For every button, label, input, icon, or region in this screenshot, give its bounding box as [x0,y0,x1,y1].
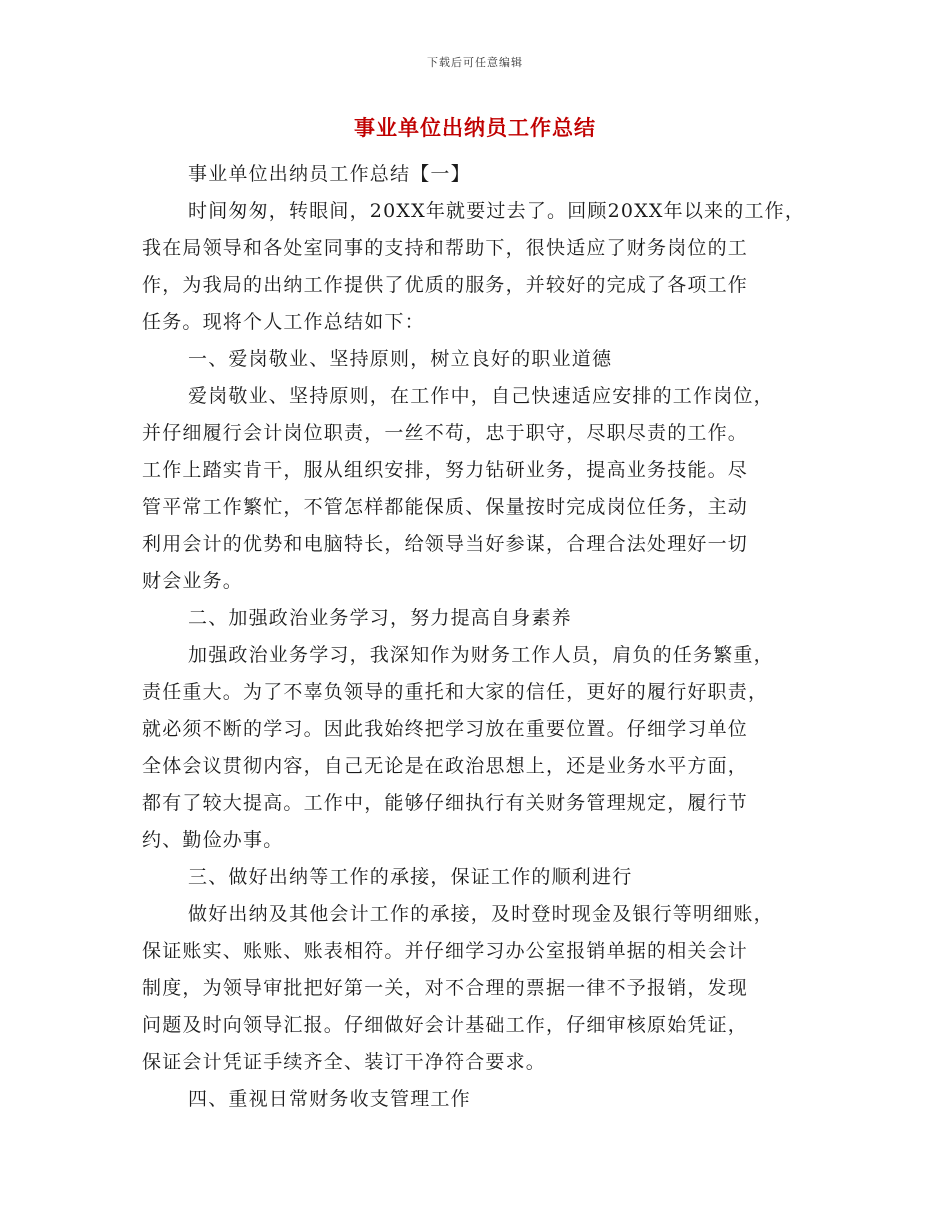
text-line: 工作上踏实肯干，服从组织安排，努力钻研业务，提高业务技能。尽 [142,459,749,481]
text-line: 财会业务。 [142,570,244,592]
text-line: 时间匆匆，转眼间，20XX年就要过去了。回顾20XX年以来的工作， [188,200,806,222]
header-note: 下载后可任意编辑 [427,56,523,69]
text-line: 管平常工作繁忙，不管怎样都能保质、保量按时完成岗位任务，主动 [142,496,749,518]
text-line: 一、爱岗敬业、坚持原则，树立良好的职业道德 [188,348,613,370]
text-line: 问题及时向领导汇报。仔细做好会计基础工作，仔细审核原始凭证， [142,1014,749,1036]
text-line: 责任重大。为了不辜负领导的重托和大家的信任，更好的履行好职责， [142,681,769,703]
text-line: 任务。现将个人工作总结如下： [142,311,425,333]
text-line: 利用会计的优势和电脑特长，给领导当好参谋，合理合法处理好一切 [142,533,749,555]
text-line: 爱岗敬业、坚持原则，在工作中，自己快速适应安排的工作岗位， [188,385,774,407]
text-line: 三、做好出纳等工作的承接，保证工作的顺利进行 [188,866,633,888]
text-line: 加强政治业务学习，我深知作为财务工作人员，肩负的任务繁重， [188,644,774,666]
document-title: 事业单位出纳员工作总结 [354,115,596,140]
text-line: 保证账实、账账、账表相符。并仔细学习办公室报销单据的相关会计 [142,940,749,962]
text-line: 就必须不断的学习。因此我始终把学习放在重要位置。仔细学习单位 [142,718,749,740]
document-body [142,156,810,1118]
text-line: 制度，为领导审批把好第一关，对不合理的票据一律不予报销，发现 [142,977,749,999]
text-line: 作，为我局的出纳工作提供了优质的服务，并较好的完成了各项工作 [142,274,749,296]
text-line: 都有了较大提高。工作中，能够仔细执行有关财务管理规定，履行节 [142,792,749,814]
text-line: 约、勤俭办事。 [142,829,284,851]
text-line: 全体会议贯彻内容，自己无论是在政治思想上，还是业务水平方面， [142,755,749,777]
text-line: 四、重视日常财务收支管理工作 [188,1088,471,1110]
text-line: 二、加强政治业务学习，努力提高自身素养 [188,607,572,629]
text-line: 我在局领导和各处室同事的支持和帮助下，很快适应了财务岗位的工 [142,237,749,259]
text-line: 保证会计凭证手续齐全、装订干净符合要求。 [142,1051,547,1073]
text-line: 并仔细履行会计岗位职责，一丝不苟，忠于职守，尽职尽责的工作。 [142,422,749,444]
text-line: 事业单位出纳员工作总结【一】 [188,163,471,185]
text-line: 做好出纳及其他会计工作的承接，及时登时现金及银行等明细账， [188,903,774,925]
